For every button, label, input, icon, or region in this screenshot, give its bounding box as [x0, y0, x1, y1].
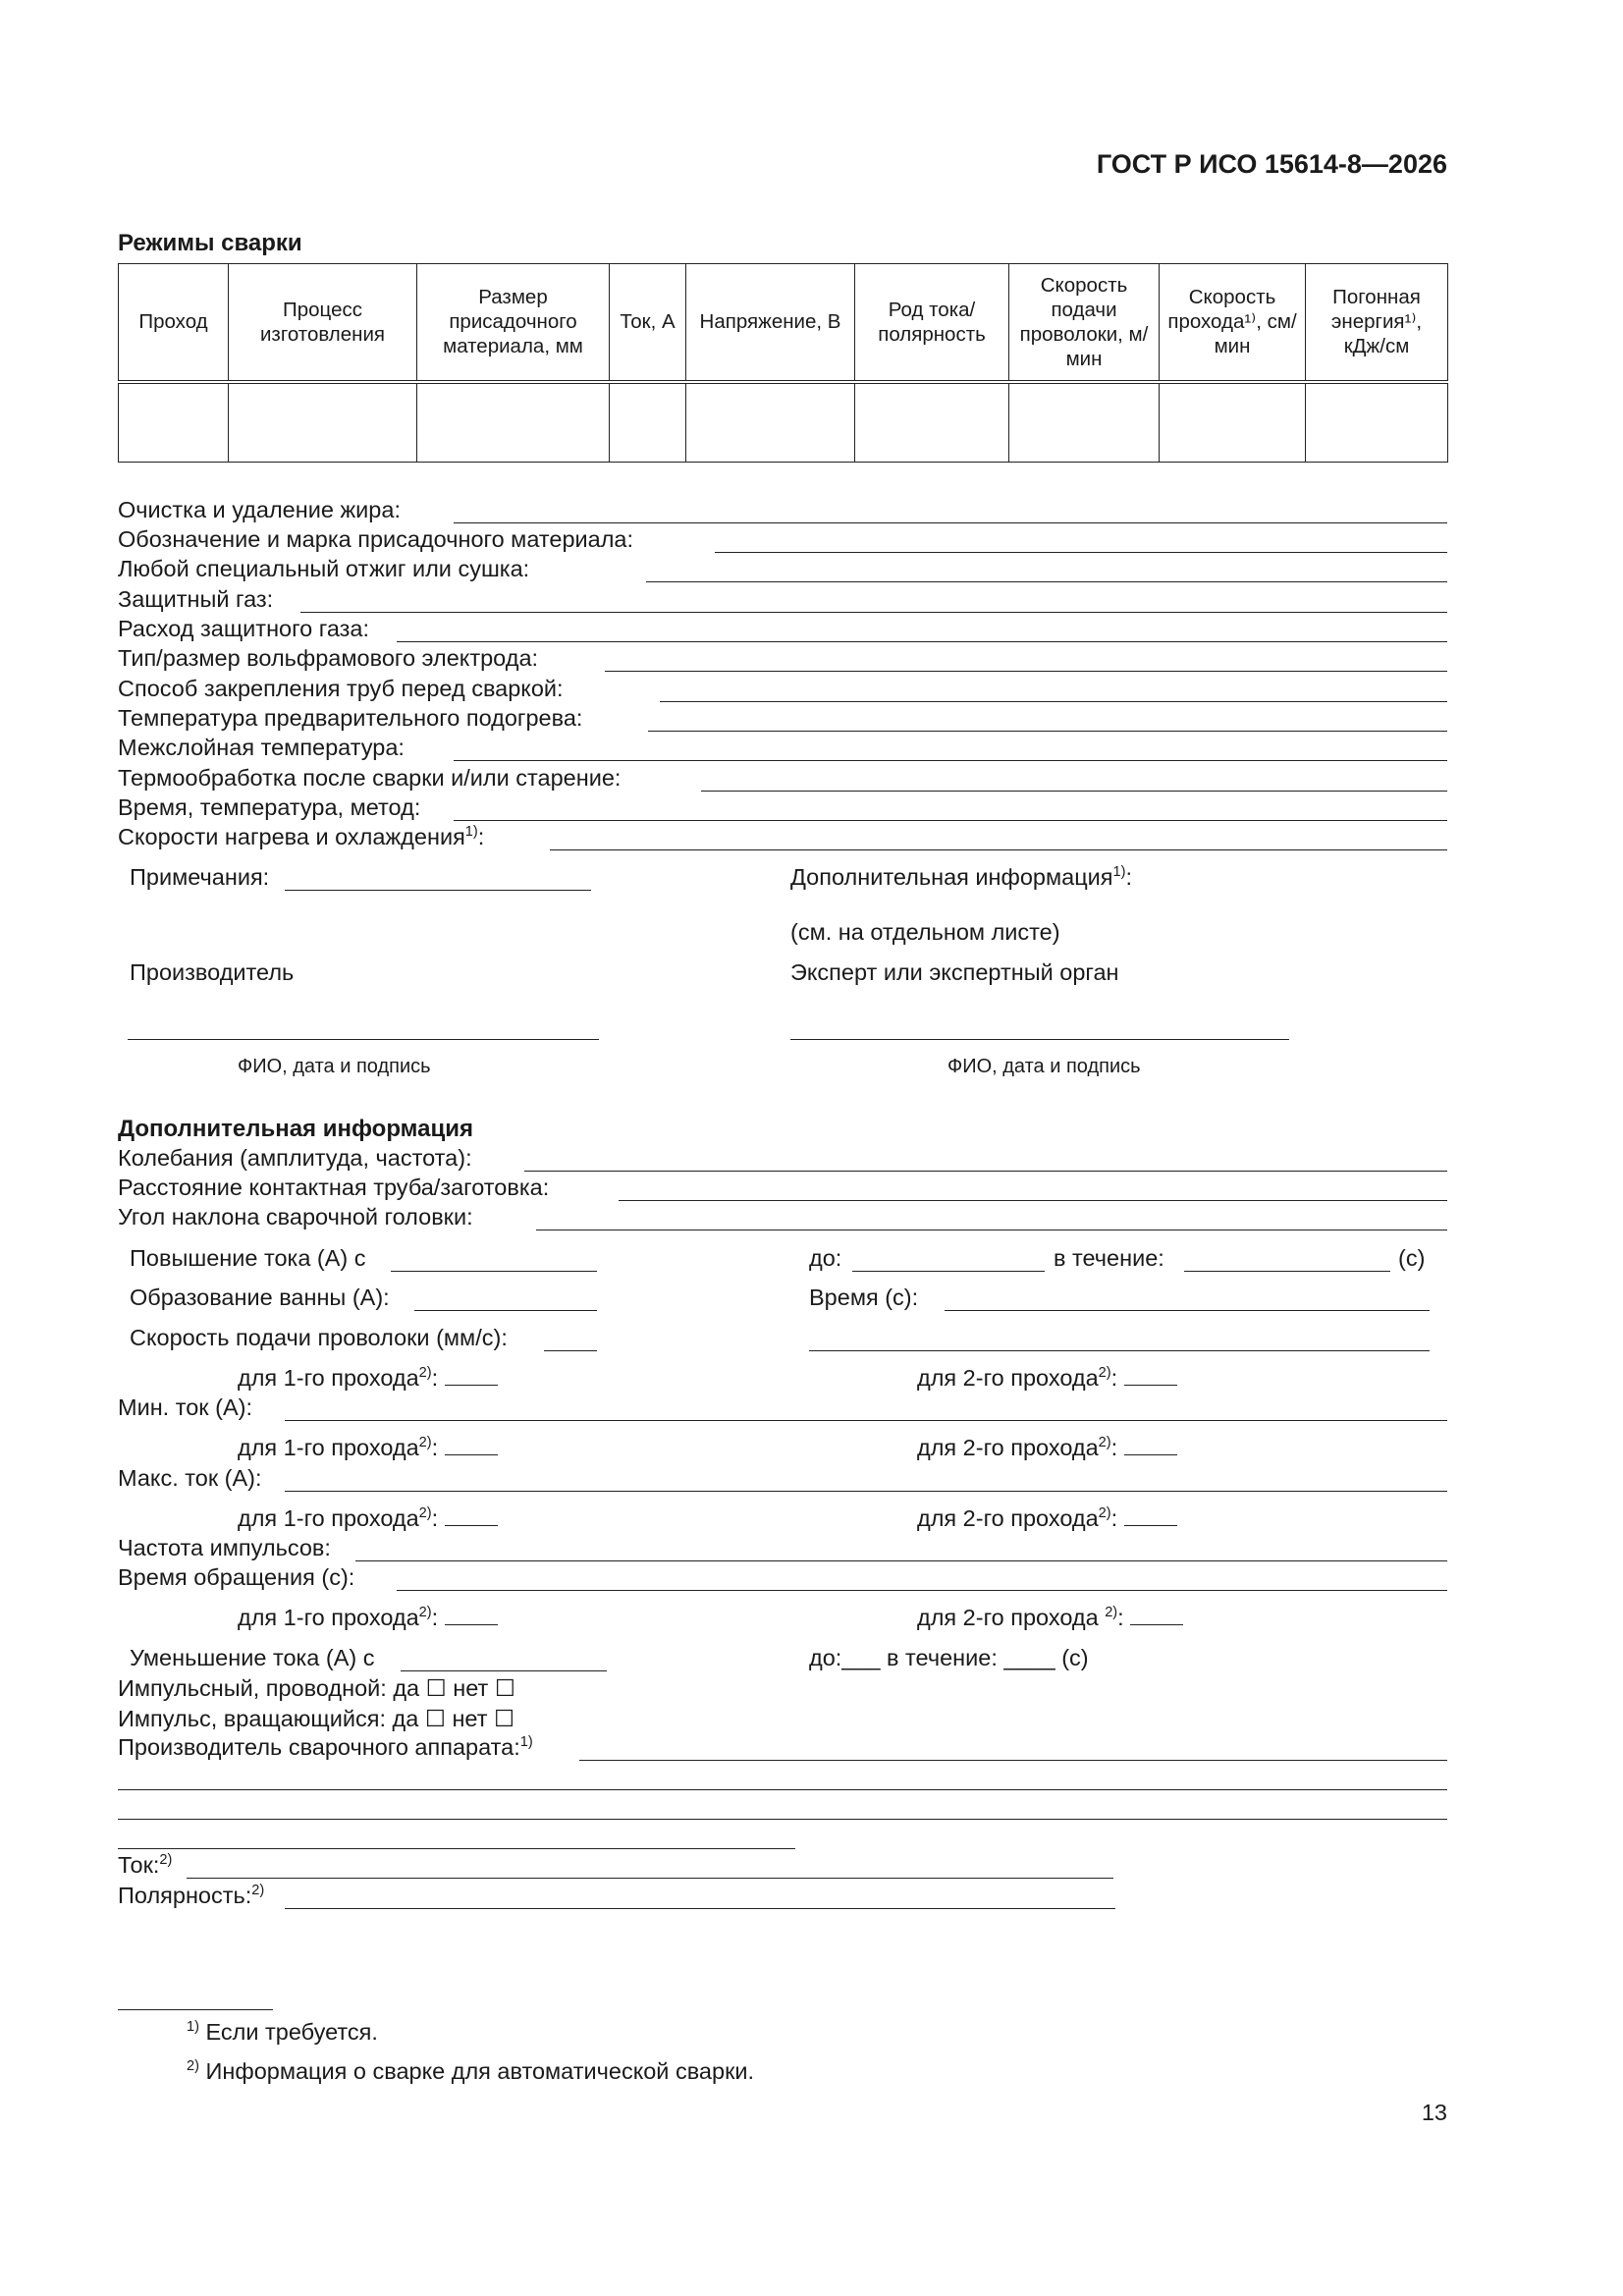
- footnote-ref: 2): [418, 1504, 432, 1521]
- fill-line-remarks[interactable]: [285, 890, 591, 891]
- label-oscillation: Колебания (амплитуда, частота):: [118, 1145, 472, 1171]
- fill-line-polarity[interactable]: [285, 1908, 1115, 1909]
- table-header-cell: Проход: [119, 264, 229, 382]
- fill-line-gas-flow[interactable]: [397, 641, 1447, 642]
- table-cell[interactable]: [1306, 382, 1448, 463]
- label-pwht: Термообработка после сварки и/или старение:: [118, 765, 622, 791]
- fill-line-machine-maker[interactable]: [579, 1760, 1447, 1761]
- label-pass2: для 2-го прохода $^{2)}$:: [917, 1605, 1183, 1631]
- fill-line-annealing[interactable]: [646, 581, 1447, 582]
- fill-line-cleaning[interactable]: [454, 522, 1447, 523]
- fill-line-distance[interactable]: [619, 1200, 1447, 1201]
- table-cell[interactable]: [686, 382, 855, 463]
- footnote-separator: [118, 2009, 273, 2010]
- label-tungsten: Тип/размер вольфрамового электрода:: [118, 645, 539, 671]
- label-pass2: для 2-го прохода$^{2)}$:: [917, 1365, 1177, 1392]
- label-pass1: для 1-го прохода$^{2)}$:: [238, 1505, 498, 1532]
- fill-line-during[interactable]: [1184, 1271, 1390, 1272]
- fill-line-pwht[interactable]: [701, 791, 1447, 792]
- footnote-ref: 2): [1098, 1434, 1111, 1450]
- label-to: до:: [809, 1245, 842, 1271]
- label-current-down-tail: до:___ в течение: ____ (с): [809, 1645, 1089, 1670]
- label-gas-flow: Расход защитного газа:: [118, 616, 369, 641]
- fill-line-filler[interactable]: [715, 552, 1447, 553]
- label-pass1: для 1-го прохода$^{2)}$:: [238, 1365, 498, 1392]
- footnote-ref: 1): [464, 823, 478, 840]
- table-cell[interactable]: [610, 382, 686, 463]
- fill-line-to[interactable]: [852, 1271, 1045, 1272]
- label-pass1: для 1-го прохода$^{2)}$:: [238, 1605, 498, 1631]
- label-gas: Защитный газ:: [118, 586, 274, 612]
- table-header-cell: Ток, А: [610, 264, 686, 382]
- label-rates: Скорости нагрева и охлаждения$^{1)}$:: [118, 823, 485, 849]
- table-cell[interactable]: [1009, 382, 1160, 463]
- label-pool: Образование ванны (А):: [130, 1285, 390, 1310]
- label-during: в течение:: [1054, 1245, 1164, 1271]
- label-pass2: для 2-го прохода$^{2)}$:: [917, 1435, 1177, 1461]
- fill-line-wire-speed-right[interactable]: [809, 1350, 1430, 1351]
- label-pass2: для 2-го прохода$^{2)}$:: [917, 1505, 1177, 1532]
- label-wire-speed: Скорость подачи проволоки (мм/с):: [130, 1325, 508, 1350]
- fill-line-fixing[interactable]: [660, 701, 1447, 702]
- fill-line-rates[interactable]: [550, 849, 1447, 850]
- fill-line-tungsten[interactable]: [605, 671, 1447, 672]
- label-seconds: (с): [1398, 1245, 1426, 1271]
- fill-line-wire-speed[interactable]: [544, 1350, 597, 1351]
- label-preheat: Температура предварительного подогрева:: [118, 705, 583, 731]
- label-rotation-time: Время обращения (с):: [118, 1564, 355, 1590]
- fill-line-time-temp[interactable]: [454, 820, 1447, 821]
- footnote-ref: 2): [418, 1364, 432, 1381]
- table-header-cell: Скорость подачи проволоки, м/мин: [1009, 264, 1160, 382]
- label-angle: Угол наклона сварочной головки:: [118, 1204, 473, 1230]
- label-cleaning: Очистка и удаление жира:: [118, 497, 401, 522]
- fill-line-machine-maker-4[interactable]: [118, 1848, 795, 1849]
- section-title-regimes: Режимы сварки: [118, 230, 302, 256]
- label-polarity: Полярность:$^{2)}$: [118, 1882, 265, 1908]
- label-time-temp: Время, температура, метод:: [118, 794, 421, 820]
- fill-line-current-up[interactable]: [391, 1271, 597, 1272]
- label-max-current: Макс. ток (А):: [118, 1465, 262, 1491]
- fill-line-oscillation[interactable]: [524, 1171, 1447, 1172]
- section-title-additional: Дополнительная информация: [118, 1116, 473, 1142]
- fill-line-current-down[interactable]: [401, 1670, 607, 1671]
- footnote-ref: 2): [159, 1851, 173, 1868]
- fill-line-pool[interactable]: [414, 1310, 597, 1311]
- fill-line-pulse-freq[interactable]: [355, 1560, 1447, 1561]
- table-header-cell: Род тока/ полярность: [855, 264, 1009, 382]
- table-cell[interactable]: [855, 382, 1009, 463]
- signature-caption-right: ФИО, дата и подпись: [947, 1056, 1141, 1077]
- label-time: Время (с):: [809, 1285, 919, 1310]
- label-pulse-rotating: Импульс, вращающийся: да ☐ нет ☐: [118, 1706, 515, 1731]
- footnote-ref: 1): [1112, 863, 1126, 880]
- signature-caption-left: ФИО, дата и подпись: [238, 1056, 431, 1077]
- see-separate-sheet: (см. на отдельном листе): [790, 919, 1060, 945]
- label-current: Ток:$^{2)}$: [118, 1851, 173, 1878]
- label-annealing: Любой специальный отжиг или сушка:: [118, 556, 530, 581]
- label-pass1: для 1-го прохода$^{2)}$:: [238, 1435, 498, 1461]
- table-cell[interactable]: [417, 382, 610, 463]
- fill-line-gas[interactable]: [300, 612, 1447, 613]
- footnote-ref: 2): [251, 1882, 265, 1898]
- label-filler: Обозначение и марка присадочного материала:: [118, 526, 634, 552]
- fill-line-time[interactable]: [945, 1310, 1430, 1311]
- signature-line-expert[interactable]: [790, 1039, 1289, 1040]
- table-cell[interactable]: [1160, 382, 1306, 463]
- footnote-ref: 2): [418, 1434, 432, 1450]
- label-pulse-wire: Импульсный, проводной: да ☐ нет ☐: [118, 1675, 515, 1701]
- fill-line-min-current[interactable]: [285, 1420, 1447, 1421]
- table-header-cell: Напряжение, В: [686, 264, 855, 382]
- label-interpass: Межслойная температура:: [118, 735, 405, 760]
- table-header-cell: Скорость прохода¹⁾, см/мин: [1160, 264, 1306, 382]
- label-current-up: Повышение тока (А) с: [130, 1245, 366, 1271]
- label-expert: Эксперт или экспертный орган: [790, 959, 1119, 985]
- label-additional-info: Дополнительная информация$^{1)}$:: [790, 863, 1132, 890]
- table-row: [119, 382, 1448, 463]
- label-fixing: Способ закрепления труб перед сваркой:: [118, 676, 564, 701]
- footnote-ref: 1): [519, 1733, 533, 1750]
- fill-line-machine-maker-3[interactable]: [118, 1819, 1447, 1820]
- welding-regimes-table: [118, 263, 1448, 463]
- table-header-cell: Процесс изготовления: [229, 264, 417, 382]
- document-header: ГОСТ Р ИСО 15614-8—2026: [1096, 149, 1447, 179]
- label-min-current: Мин. ток (А):: [118, 1394, 252, 1420]
- label-manufacturer: Производитель: [130, 959, 295, 985]
- label-distance: Расстояние контактная труба/заготовка:: [118, 1175, 550, 1200]
- table-header-cell: Размер присадочного материала, мм: [417, 264, 610, 382]
- fill-line-current[interactable]: [187, 1878, 1113, 1879]
- fill-line-interpass[interactable]: [454, 760, 1447, 761]
- label-remarks: Примечания:: [130, 864, 270, 890]
- label-current-down: Уменьшение тока (А) с: [130, 1645, 375, 1670]
- signature-line-manufacturer[interactable]: [128, 1039, 599, 1040]
- fill-line-machine-maker-2[interactable]: [118, 1789, 1447, 1790]
- footnote-ref: 2): [1105, 1604, 1118, 1620]
- table-cell[interactable]: [229, 382, 417, 463]
- table-cell[interactable]: [119, 382, 229, 463]
- label-pulse-freq: Частота импульсов:: [118, 1535, 331, 1560]
- footnote-ref: 2): [1098, 1504, 1111, 1521]
- label-machine-maker: Производитель сварочного аппарата:$^{1)}$: [118, 1733, 533, 1760]
- footnote-ref: 2): [1098, 1364, 1111, 1381]
- fill-line-max-current[interactable]: [285, 1491, 1447, 1492]
- page-number: 13: [1421, 2100, 1447, 2125]
- fill-line-preheat[interactable]: [648, 731, 1447, 732]
- table-header-cell: Погонная энергия¹⁾, кДж/см: [1306, 264, 1448, 382]
- footnote-ref: 2): [418, 1604, 432, 1620]
- footnote-1: $^{1)}$ Если требуется.: [187, 2018, 378, 2045]
- footnote-2: $^{2)}$ Информация о сварке для автоматической сварки.: [187, 2057, 755, 2084]
- fill-line-rotation-time[interactable]: [397, 1590, 1447, 1591]
